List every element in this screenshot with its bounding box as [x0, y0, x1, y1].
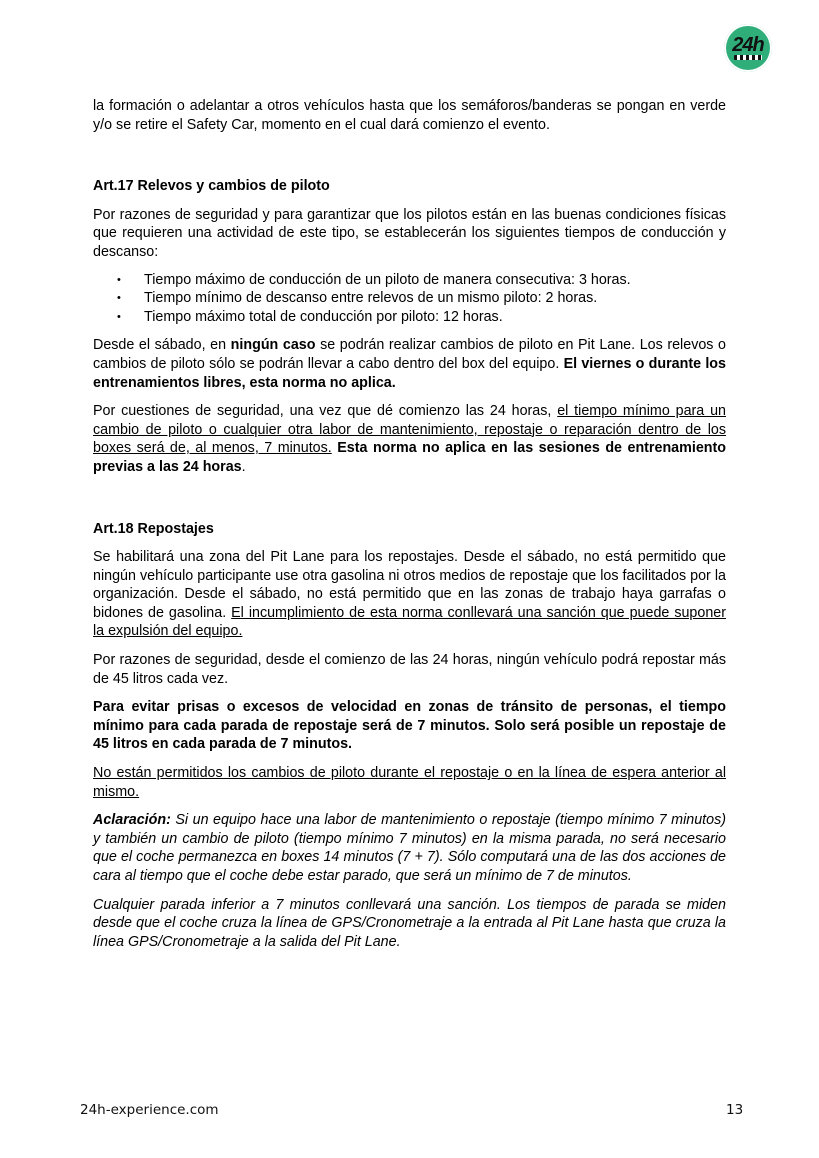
list-item-text: Tiempo máximo total de conducción por piloto: 12 horas.: [144, 308, 503, 325]
text-run: se podrán realizar cambios de piloto en Pit Lane. Los relevos o cambios de piloto sólo se podrán llevar a cabo dentro del box del equipo.: [93, 337, 726, 372]
clarification-label: Aclaración:: [93, 812, 171, 829]
logo-text: 24h: [732, 33, 764, 56]
list-item: [93, 308, 726, 327]
list-item: [93, 289, 726, 308]
text-run: Se habilitará una zona del Pit Lane para los repostajes. Desde el sábado, no está permitido que ningún vehículo participante use otra gasolina ni otros medios de repostaje que los facilitados por la organización. Desde el sábado, no está permitido que en las zonas de trabajo haya garrafas o bidones de gasolina.: [93, 549, 726, 621]
document-body: [93, 97, 726, 951]
intro-paragraph: la formación o adelantar a otros vehículos hasta que los semáforos/banderas se pongan en verde y/o se retire el Safety Car, momento en el cual dará comienzo el evento.: [93, 98, 726, 133]
article-18-paragraph-1: [93, 548, 726, 641]
article-18-paragraph-4: No están permitidos los cambios de piloto durante el repostaje o en la línea de espera anterior al mismo.: [93, 765, 726, 800]
article-18-paragraph-2: Por razones de seguridad, desde el comienzo de las 24 horas, ningún vehículo podrá repostar más de 45 litros cada vez.: [93, 652, 726, 687]
article-18-paragraph-6: Cualquier parada inferior a 7 minutos conllevará una sanción. Los tiempos de parada se miden desde que el coche cruza la línea de GPS/Cronometraje a la entrada al Pit Lane hasta que cruza la línea GPS/Cronometraje a la salida del Pit Lane.: [93, 896, 726, 950]
article-17-paragraph-3: [93, 402, 726, 476]
driving-times-list: [93, 271, 726, 327]
article-18-heading: Art.18 Repostajes: [93, 520, 214, 537]
text-run-underlined: El incumplimiento de esta norma conllevará una sanción que puede suponer la expulsión del equipo.: [93, 604, 726, 640]
text-run: Desde el sábado, en: [93, 337, 231, 354]
brand-logo: [724, 24, 772, 72]
text-run-bold: ningún caso: [230, 337, 316, 354]
article-18-paragraph-3: Para evitar prisas o excesos de velocidad en zonas de tránsito de personas, el tiempo mínimo para cada parada de repostaje será de 7 minutos. Solo será posible un repostaje de 45 litros en cada parada de 7 minutos.: [93, 699, 726, 753]
article-18-paragraph-5: [93, 811, 726, 885]
article-17-paragraph-2: [93, 336, 726, 392]
text-run: Por cuestiones de seguridad, una vez que dé comienzo las 24 horas,: [93, 403, 558, 420]
bullet-icon: •: [117, 310, 121, 323]
text-run-bold: El viernes o durante los entrenamientos libres, esta norma no aplica.: [93, 355, 726, 391]
logo-checkered-stripe: [734, 55, 762, 60]
bullet-icon: •: [117, 273, 121, 286]
text-run: .: [241, 458, 246, 475]
bullet-icon: •: [117, 292, 121, 305]
text-run-underlined: el tiempo mínimo para un cambio de piloto o cualquier otra labor de mantenimiento, repostaje o reparación dentro de los boxes será de, al menos, 7 minutos.: [93, 403, 726, 457]
list-item-text: Tiempo máximo de conducción de un piloto de manera consecutiva: 3 horas.: [144, 271, 631, 288]
footer-page-number: 13: [726, 1102, 744, 1118]
list-item: [93, 271, 726, 290]
article-17-paragraph-1: Por razones de seguridad y para garantizar que los pilotos están en las buenas condiciones físicas que requieren una actividad de este tipo, se establecerán los siguientes tiempos de conducción y descanso:: [93, 206, 726, 260]
list-item-text: Tiempo mínimo de descanso entre relevos de un mismo piloto: 2 horas.: [144, 290, 598, 307]
article-17-heading: Art.17 Relevos y cambios de piloto: [93, 178, 330, 195]
footer-website: 24h-experience.com: [80, 1102, 219, 1118]
text-run-bold: Esta norma no aplica en las sesiones de entrenamiento previas a las 24 horas: [93, 440, 726, 475]
text-run: Si un equipo hace una labor de mantenimiento o repostaje (tiempo mínimo 7 minutos) y también un cambio de piloto (tiempo mínimo 7 minutos) en la misma parada, no será necesario que el coche permanezca en boxes 14 minutos (7 + 7). Sólo computará una de las dos acciones de cara al tiempo que el coche debe estar parado, que será un mínimo de 7 de minutos.: [93, 812, 726, 884]
